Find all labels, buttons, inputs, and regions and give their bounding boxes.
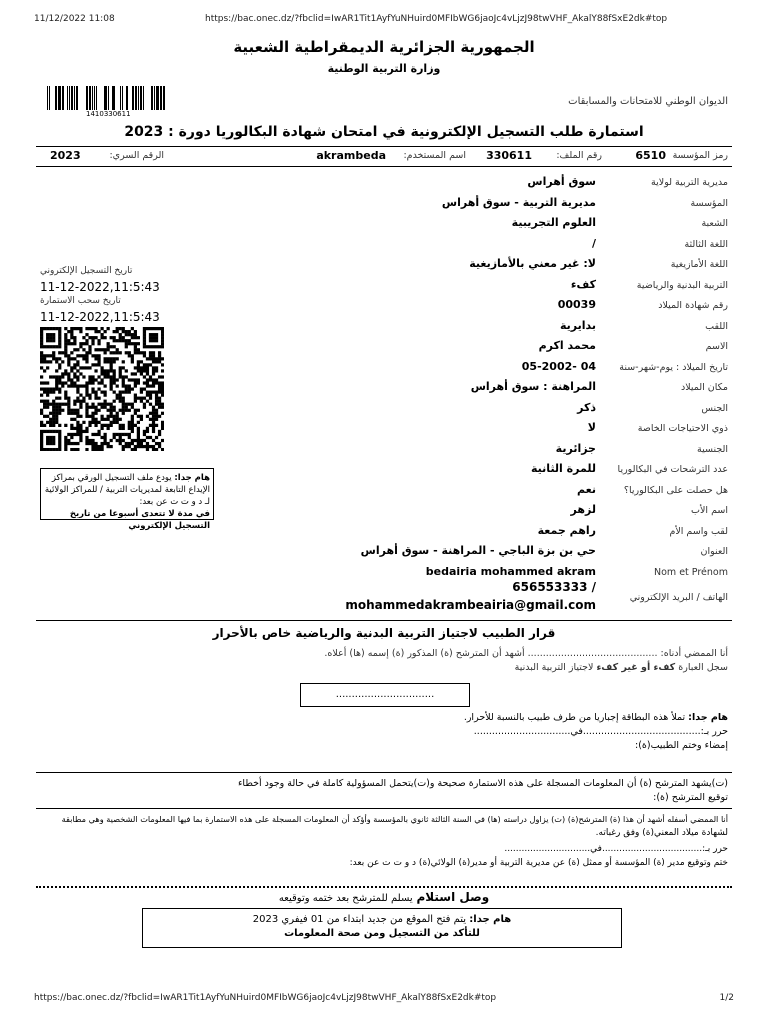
institution-code: 6510 <box>635 149 666 162</box>
declaration-line3: أنا الممضي أسفله أشهد أن هذا (ة) المترشح(ة) (ت) يزاول دراسته (ها) في السنة الثالثة ثانوي بالمؤسسة وأؤكد أن المعلومات المسجلة على هذه الاستمارة بما فيها المعلومات الشخصية وهي مطابقة <box>61 814 728 824</box>
institution-code-label: رمز المؤسسة <box>672 150 728 161</box>
doctor-line2-post: لاجتياز التربية البدنية <box>514 662 594 673</box>
doctor-place-date: حرر بـ:.......................................في................................ <box>473 726 728 737</box>
doctor-line2 <box>515 662 728 673</box>
barcode-number: 1410330611 <box>86 110 131 118</box>
doctor-line1: أنا الممضي أدناه: ........................................... أشهد أن المترشح (ة) المذكور (ة) إسمه (ها) أعلاه. <box>324 648 728 659</box>
field-value: 04 -05-2002 <box>521 359 596 373</box>
deposit-notice-text: يودع ملف التسجيل الورقي بمراكز الإيداع التابعة لمديريات التربية / للمراكز الولائية لـ د و ت ت عن بعد: <box>44 473 210 507</box>
fitness-result-box[interactable]: ............................... <box>300 683 470 707</box>
declaration-mid-rule <box>36 808 732 809</box>
declaration-line1: (ت)يشهد المترشح (ة) أن المعلومات المسجلة على هذه الاستمارة صحيحة و(ت)يتحمل المسؤولية كاملة في حالة وجود أخطاء <box>237 778 728 789</box>
field-value: نعم <box>577 482 596 496</box>
cut-line <box>36 886 732 888</box>
withdraw-date: 11-12-2022,11:5:43 <box>40 310 160 324</box>
field-value: راهم جمعة <box>537 523 596 537</box>
contact-email: mohammedakrambeairia@gmail.com <box>345 598 596 612</box>
doctor-note-bold: هام جدا: <box>688 712 728 723</box>
receipt-notice-bold: هام جدا: <box>469 914 512 925</box>
reg-date: 11-12-2022,11:5:43 <box>40 280 160 294</box>
print-url: https://bac.onec.dz/?fbclid=IwAR1Tit1AyfYuNHuird0MFIbWG6jaoJc4vLjzJ98twVHF_AkalY88fSxE2dk#top <box>205 14 668 24</box>
receipt-header <box>0 890 768 904</box>
field-label: ذوي الاحتياجات الخاصة <box>637 423 728 434</box>
contact-label: الهاتف / البريد الإلكتروني <box>629 592 728 603</box>
field-label: الجنس <box>701 402 728 414</box>
field-value: محمد اكرم <box>538 339 596 352</box>
field-label: اسم الأب <box>691 505 728 516</box>
ministry-title: وزارة التربية الوطنية <box>327 62 441 75</box>
field-value: ذكر <box>577 400 596 414</box>
field-value: / <box>591 236 596 250</box>
doctor-note-text: تملأ هذه البطاقة إجباريا من طرف طبيب بالنسبة للأحرار. <box>463 712 686 723</box>
field-value: سوق أهراس <box>527 175 596 188</box>
username: akrambeda <box>316 149 386 162</box>
field-label: لقب واسم الأم <box>669 525 728 537</box>
field-value: للمرة الثانية <box>531 462 596 475</box>
form-title: استمارة طلب التسجيل الإلكترونية في امتحان شهادة البكالوريا دورة : 2023 <box>124 124 644 140</box>
field-value: كفء <box>570 277 596 291</box>
secret-number: 2023 <box>50 149 81 162</box>
field-value: المراهنة : سوق أهراس <box>470 380 596 393</box>
contact-phone: 656553333 / <box>512 580 596 594</box>
field-value: 00039 <box>557 298 596 311</box>
receipt-notice <box>142 908 622 948</box>
deposit-notice <box>40 468 214 531</box>
field-value: لا: غير معني بالأمازيغية <box>469 257 596 270</box>
declaration-line2: توقيع المترشح (ة): <box>653 792 728 803</box>
doctor-top-rule <box>36 620 732 621</box>
field-label: اللغة الأمازيغية <box>670 259 728 270</box>
field-label: اللغة الثالثة <box>684 238 728 250</box>
office-name: الديوان الوطني للامتحانات والمسابقات <box>568 96 728 107</box>
receipt-subtitle: يسلم للمترشح بعد ختمه وتوقيعه <box>278 893 413 904</box>
field-value: لزهر <box>570 503 596 516</box>
republic-title: الجمهورية الجزائرية الديمقراطية الشعبية <box>233 38 535 56</box>
field-value: جزائرية <box>555 441 596 455</box>
field-label: تاريخ الميلاد : يوم-شهر-سنة <box>619 361 728 373</box>
field-value: bedairia mohammed akram <box>425 564 596 578</box>
doctor-title: قرار الطبيب لاجتياز التربية البدنية والرياضية خاص بالأحرار <box>212 626 556 640</box>
receipt-notice-line1 <box>143 913 621 927</box>
qr-code-image <box>40 327 164 451</box>
declaration-line6: ختم وتوقيع مدير (ة) المؤسسة أو ممثل (ة) عن مديرية التربية أو مدير(ة) الولائي(ة) د و ت ت عن بعد: <box>349 858 728 868</box>
field-value: مديرية التربية - سوق أهراس <box>441 195 596 209</box>
field-label: Nom et Prénom <box>654 566 728 578</box>
field-label: التربية البدنية والرياضية <box>636 279 728 291</box>
deposit-notice-deadline: في مدة لا تتعدى أسبوعا من تاريخ التسجيل الإلكتروني <box>69 509 210 531</box>
field-label: العنوان <box>700 546 728 557</box>
field-label: هل حصلت على البكالوريا؟ <box>623 484 728 496</box>
field-label: الاسم <box>705 341 728 352</box>
field-label: مديرية التربية لولاية <box>651 177 728 188</box>
receipt-notice-line2: للتأكد من التسجيل ومن صحة المعلومات <box>284 928 480 939</box>
field-label: الشعبة <box>701 218 728 229</box>
info-bar-rule <box>36 166 732 167</box>
field-label: مكان الميلاد <box>680 382 728 393</box>
field-value: العلوم التجريبية <box>511 216 596 229</box>
footer-page: 1/2 <box>719 993 734 1003</box>
footer-url: https://bac.onec.dz/?fbclid=IwAR1Tit1AyfYuNHuird0MFIbWG6jaoJc4vLjzJ98twVHF_AkalY88fSxE2dk#top <box>34 993 497 1003</box>
withdraw-date-label: تاريخ سحب الاستمارة <box>40 296 121 306</box>
print-datetime: 11/12/2022 11:08 <box>34 14 115 24</box>
secret-label: الرقم السري: <box>109 150 164 161</box>
file-number: 330611 <box>486 149 532 162</box>
doctor-signature: إمضاء وختم الطبيب(ة): <box>635 740 728 751</box>
field-label: اللقب <box>705 320 728 332</box>
receipt-title: وصل استلام <box>416 890 490 904</box>
field-value: بدايرية <box>559 318 596 332</box>
declaration-line4: لشهادة ميلاد المعني(ة) وفق رغباته. <box>595 828 728 838</box>
field-label: عدد الترشحات في البكالوريا <box>617 464 728 475</box>
doctor-note <box>464 712 728 723</box>
doctor-line2-pre: سجل العبارة <box>678 662 728 673</box>
top-rule <box>36 146 732 147</box>
deposit-notice-bold: هام جدا: <box>174 473 210 483</box>
receipt-notice-text: يتم فتح الموقع من جديد ابتداء من 01 فيفري 2023 <box>252 914 467 925</box>
field-value: حي بن بزة الباجي - المراهنة - سوق أهراس <box>360 544 596 557</box>
field-label: رقم شهادة الميلاد <box>658 300 728 311</box>
declaration-line5: حرر بـ:...................................في.............................. <box>504 844 728 854</box>
field-value: لا <box>587 421 596 434</box>
field-label: المؤسسة <box>690 197 728 209</box>
field-label: الجنسية <box>697 443 728 455</box>
reg-date-label: تاريخ التسجيل الإلكتروني <box>40 266 133 276</box>
barcode-image <box>44 86 168 110</box>
declaration-top-rule <box>36 772 732 773</box>
doctor-line2-bold: كفء أو غير كفء <box>596 662 676 673</box>
username-label: اسم المستخدم: <box>403 150 466 161</box>
file-number-label: رقم الملف: <box>556 150 602 161</box>
